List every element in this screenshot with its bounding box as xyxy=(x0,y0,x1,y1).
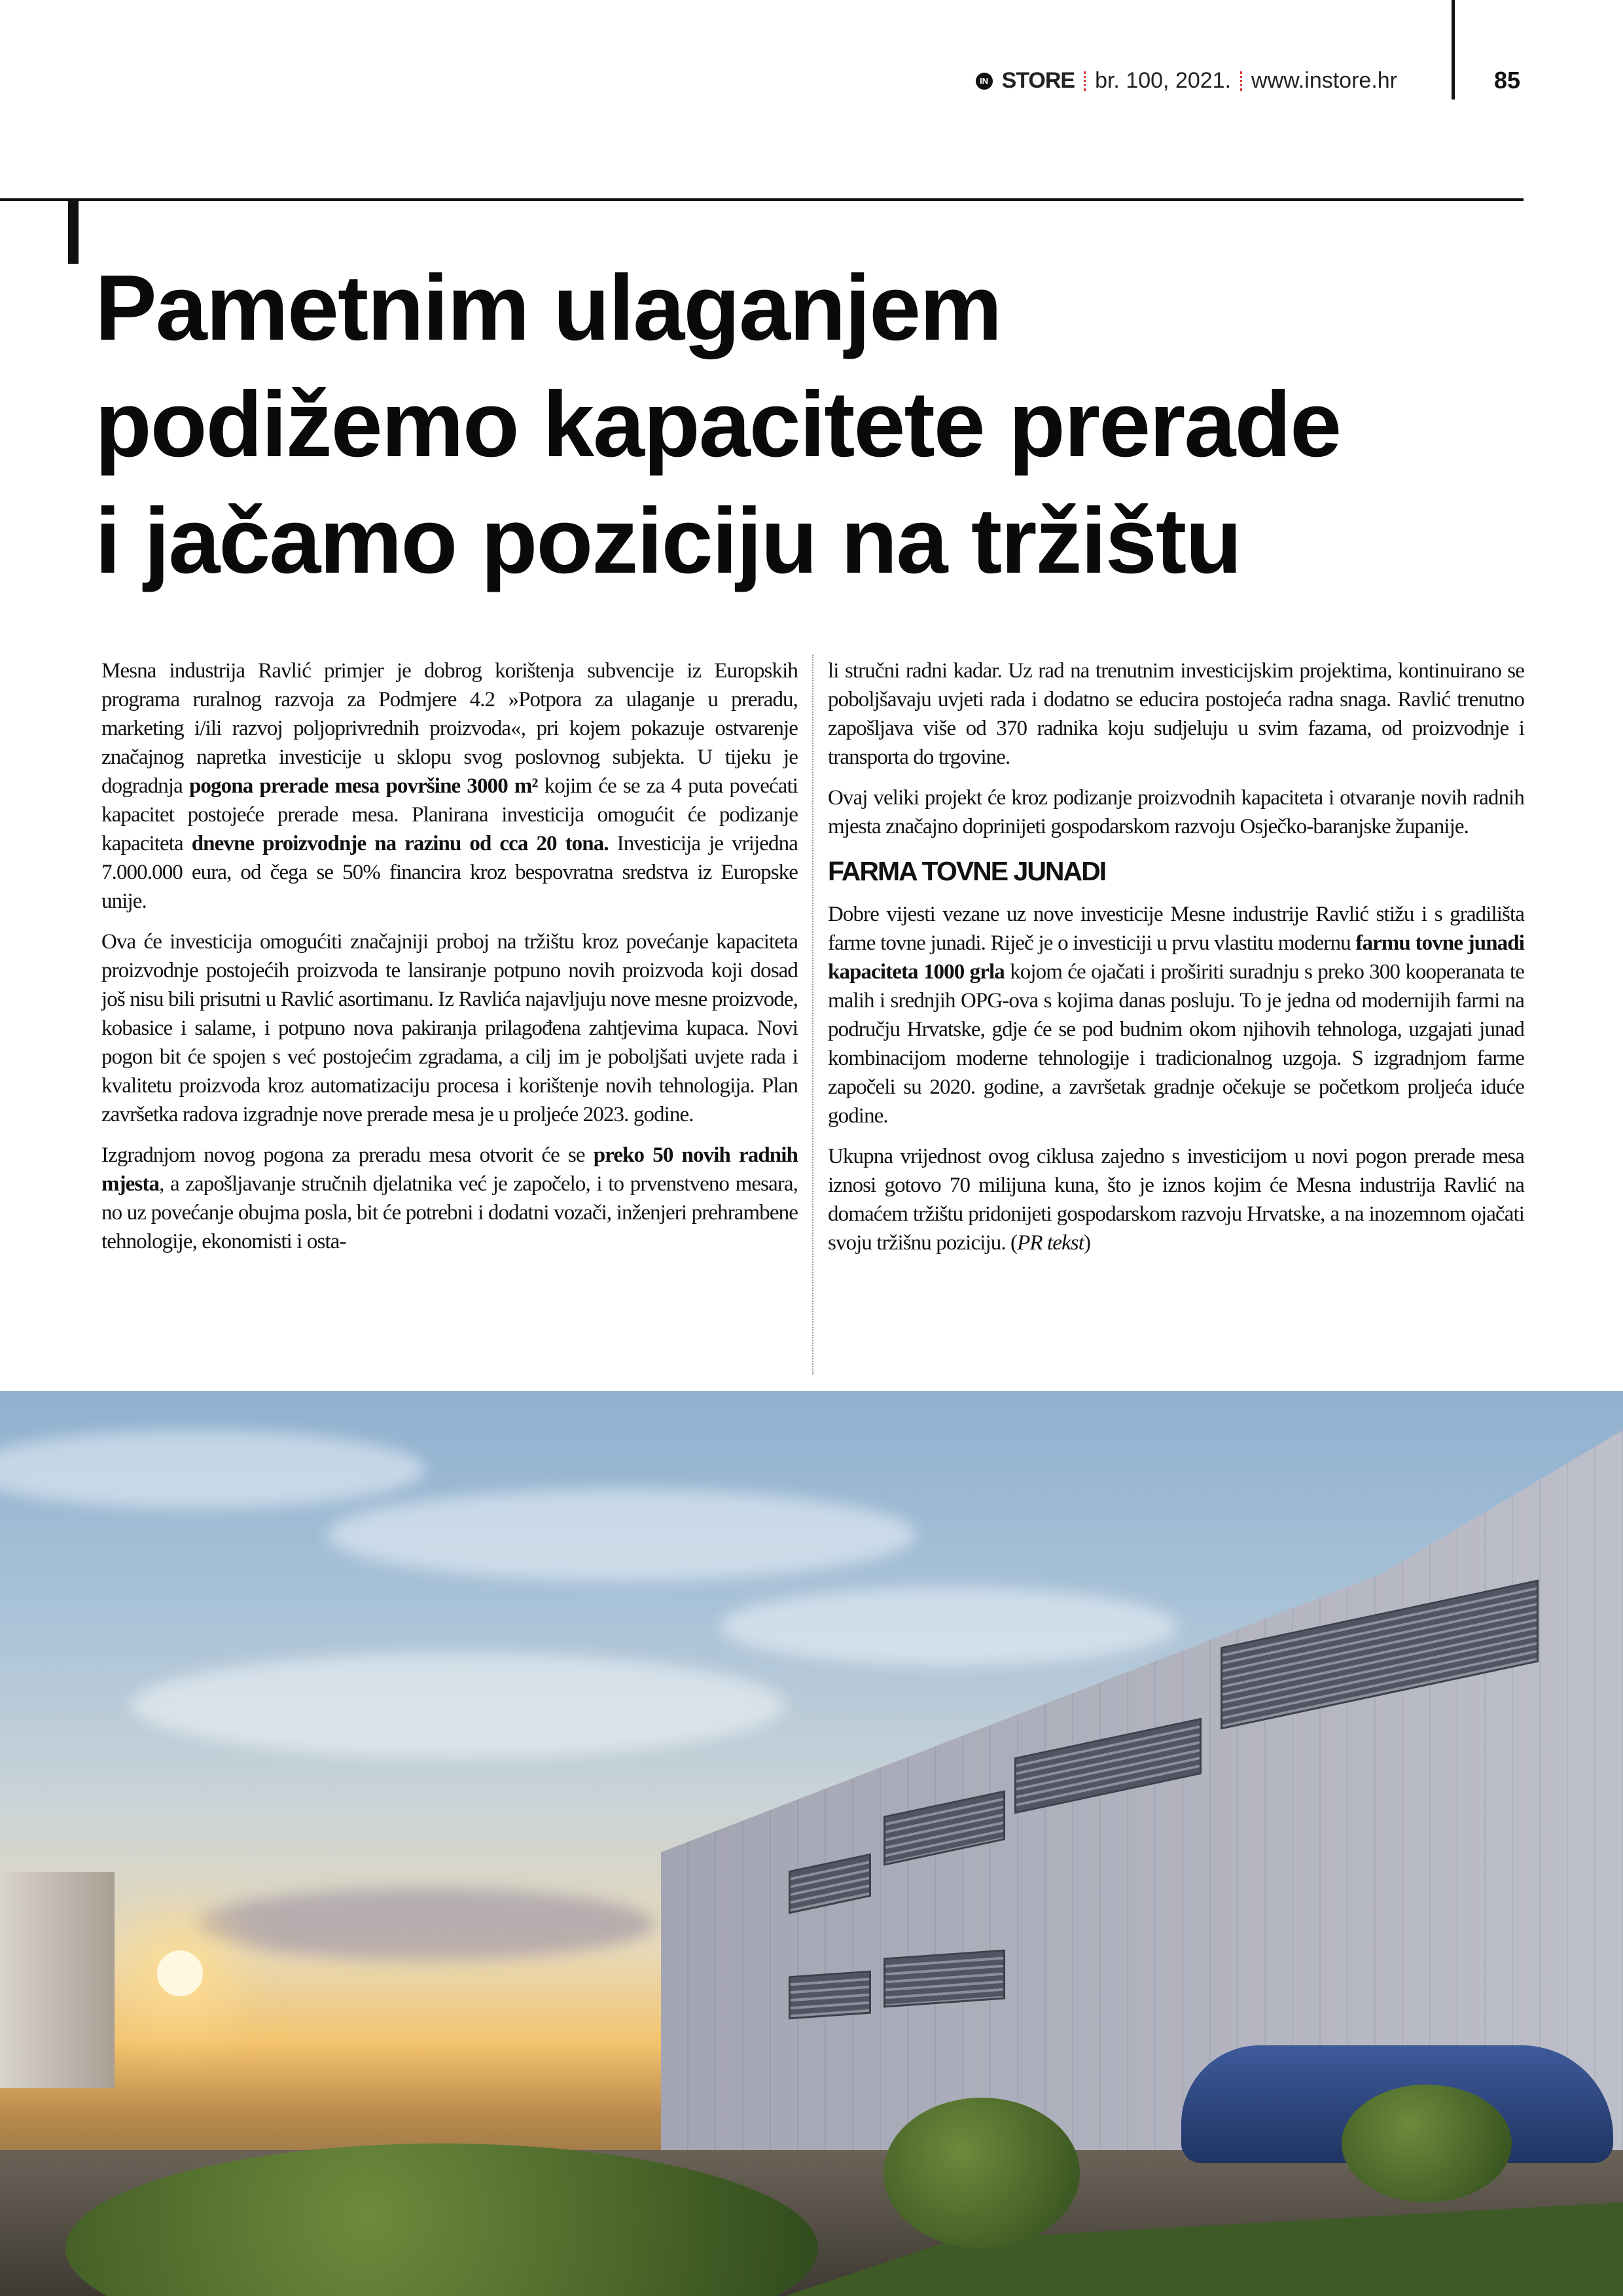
separator xyxy=(1084,71,1086,91)
paragraph xyxy=(828,783,1524,841)
text-run: PR tekst xyxy=(1017,1231,1084,1255)
bold-text: dnevne proizvodnje na razinu od cca 20 tona. xyxy=(191,832,609,855)
sun xyxy=(157,1950,203,1996)
issue-number: br. 100, 2021. xyxy=(1095,68,1232,93)
logo-store: STORE xyxy=(1001,68,1075,93)
subheading: FARMA TOVNE JUNADI xyxy=(828,856,1106,886)
text-run: Ova će investicija omogućiti značajniji proboj na tržištu kroz povećanje kapaciteta proizvodnje postojećih proizvoda te lansiranje potpuno novih proizvoda koji dosad još nisu bili prisutni u Ravlić asortimanu. Iz Ravlića najavljuju nove mesne proizvode, kobasice i salame, i potpuno nova pakiranja prilagođena zahtjevima kupaca. Novi pogon bit će spojen s već postojećim zgradama, a cilj im je poboljšati uvjete rada i kvalitetu proizvoda kroz automatizaciju procesa i korištenje novih tehnologija. Plan završetka radova izgradnje nove prerade mesa je u proljeće 2023. godine. xyxy=(101,930,798,1126)
text-run: Izgradnjom novog pogona za preradu mesa otvorit će se xyxy=(101,1143,594,1167)
text-run: kojom će ojačati i proširiti suradnju s preko 300 kooperanata te malih i srednjih OPG-ova s kojima danas posluju. To je jedna od modernijih farmi na području Hrvatske, gdje će se pod budnim okom njihovih tehnologa, uzgajati junad kombinacijom moderne tehnologije i tradicionalnog uzgoja. S izgradnjom farme započeli su 2020. godine, a završetak gradnje očekuje se početkom proljeća iduće godine. xyxy=(828,960,1524,1128)
website-link[interactable]: www.instore.hr xyxy=(1251,68,1397,93)
title-line: Pametnim ulaganjem xyxy=(95,256,1001,360)
text-run: , a zapošljavanje stručnih djelatnika već je započelo, i to prvenstveno mesara, no uz povećanje obujma posla, bit će potrebni i dodatni vozači, inženjeri prehrambene tehnologije, ekonomisti i osta- xyxy=(101,1172,798,1253)
instore-logo-icon: IN xyxy=(976,73,993,90)
column-divider xyxy=(812,655,813,1374)
factory-photo xyxy=(0,1391,1623,2296)
bold-text: farmu tovne junadi kapaciteta 1000 grla xyxy=(828,931,1524,984)
paragraph xyxy=(828,1142,1524,1257)
page-header xyxy=(0,65,1623,105)
text-run: Dobre vijesti vezane uz nove investicije Mesne industrije Ravlić stižu i s gradilišta farme tovne junadi. Riječ je o investiciji u prvu vlastitu modernu xyxy=(828,903,1524,955)
header-info xyxy=(976,68,1397,94)
left-column xyxy=(101,656,798,1268)
text-run: Ovaj veliki projekt će kroz podizanje proizvodnih kapaciteta i otvaranje novih radnih mjesta značajno doprinijeti gospodarskom razvoju Osječko-baranjske županije. xyxy=(828,786,1524,838)
paragraph xyxy=(828,900,1524,1130)
paragraph xyxy=(101,656,798,916)
text-run: ) xyxy=(1083,1231,1091,1255)
separator xyxy=(1240,71,1242,91)
truck xyxy=(0,1872,115,2088)
article-title xyxy=(95,250,1535,600)
top-rule xyxy=(0,198,1524,201)
bold-text: preko 50 novih radnih mjesta xyxy=(101,1143,798,1196)
header-divider xyxy=(1452,0,1455,99)
text-run: Mesna industrija Ravlić primjer je dobrog korištenja subvencije iz Europskih programa ruralnog razvoja za Podmjere 4.2 »Potpora za ulaganje u preradu, marketing i/ili razvoj poljoprivrednih proizvoda«, pri kojem pokazuje ostvarenje značajnog napretka investicije u sklopu svog poslovnog subjekta. U tijeku je dogradnja xyxy=(101,659,798,798)
text-run: li stručni radni kadar. Uz rad na trenutnim investicijskim projektima, kontinuirano se poboljšavaju uvjeti rada i dodatno se educira postojeća radna snaga. Ravlić trenutno zapošljava više od 370 radnika koju sudjeluju u svim fazama, od proizvodnje i transporta do trgovine. xyxy=(828,659,1524,769)
title-line: i jačamo poziciju na tržištu xyxy=(95,489,1241,593)
paragraph xyxy=(101,927,798,1129)
text-run: Investicija je vrijedna 7.000.000 eura, od čega se 50% financira kroz bespovratna sredstva iz Europske unije. xyxy=(101,832,798,913)
title-line: podižemo kapacitete prerade xyxy=(95,372,1341,476)
right-column xyxy=(828,656,1524,1269)
paragraph xyxy=(101,1141,798,1256)
page-number: 85 xyxy=(1494,67,1521,94)
bold-text: pogona prerade mesa površine 3000 m² xyxy=(188,774,538,798)
paragraph xyxy=(828,656,1524,772)
title-accent-bar xyxy=(68,201,79,264)
text-run: kojim će se za 4 puta povećati kapacitet postojeće prerade mesa. Planirana investicija omogućit će podizanje kapaciteta xyxy=(101,774,798,855)
text-run: Ukupna vrijednost ovog ciklusa zajedno s investicijom u novi pogon prerade mesa iznosi gotovo 70 milijuna kuna, što je iznos kojim će Mesna industrija Ravlić na domaćem tržištu pridonijeti gospodarskom razvoju Hrvatske, a na inozemnom ojačati svoju tržišnu poziciju. ( xyxy=(828,1145,1524,1255)
